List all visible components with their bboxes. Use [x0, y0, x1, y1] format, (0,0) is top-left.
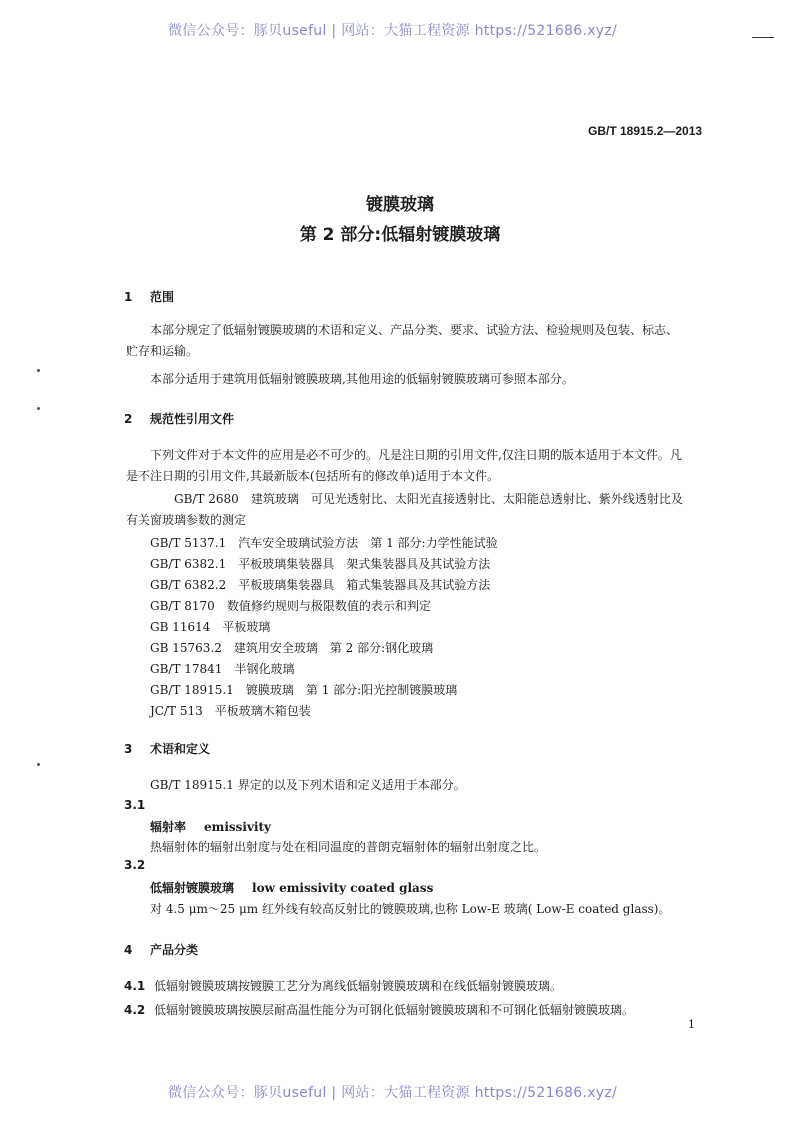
term-number: 3.1	[124, 798, 146, 812]
normative-intro: 下列文件对于本文件的应用是必不可少的。凡是注日期的引用文件,仅注日期的版本适用于本文件。凡是不注日期的引用文件,其最新版本(包括所有的修改单)适用于本文件。	[126, 448, 682, 483]
reference-title: 平板玻璃集装器具 箱式集装器具及其试验方法	[238, 578, 491, 592]
clause-text: 低辐射镀膜玻璃按镀膜工艺分为离线低辐射镀膜玻璃和在线低辐射镀膜玻璃。	[154, 979, 563, 993]
watermark-bottom: 微信公众号：豚贝useful | 网站：大猫工程资源 https://521686.xyz/	[168, 1085, 618, 1101]
term-name-zh: 辐射率	[150, 820, 187, 834]
clause-number: 4.1	[124, 979, 146, 993]
reference-title: 平板玻璃	[222, 620, 271, 634]
reference-item	[150, 618, 270, 635]
margin-mark	[37, 763, 40, 766]
reference-title: 半钢化玻璃	[234, 662, 295, 676]
reference-code: GB 15763.2	[150, 641, 222, 655]
clause-4-1	[124, 977, 562, 994]
reference-item	[150, 597, 431, 614]
document-number: GB/T 18915.2—2013	[588, 124, 703, 138]
reference-item	[150, 576, 490, 593]
reference-code: GB/T 6382.2	[150, 578, 227, 592]
clause-4-2	[124, 1001, 634, 1018]
reference-title: 汽车安全玻璃试验方法 第 1 部分:力学性能试验	[238, 536, 498, 550]
clause-number: 4.2	[124, 1003, 146, 1017]
section-heading-4	[124, 941, 198, 958]
scope-paragraph-2: 本部分适用于建筑用低辐射镀膜玻璃,其他用途的低辐射镀膜玻璃可参照本部分。	[150, 372, 574, 386]
section-heading-3	[124, 740, 210, 757]
page-number: 1	[688, 1018, 695, 1031]
section-number: 2	[124, 412, 133, 426]
term-number: 3.2	[124, 858, 146, 872]
reference-title: 数值修约规则与极限数值的表示和判定	[226, 599, 431, 613]
reference-code: GB/T 5137.1	[150, 536, 227, 550]
section-number: 1	[124, 290, 133, 304]
section-title: 范围	[150, 290, 175, 304]
reference-code: GB/T 18915.1	[150, 683, 234, 697]
reference-title: 建筑玻璃 可见光透射比、太阳光直接透射比、太阳能总透射比、紫外线透射比及有关窗玻璃参数的测定	[126, 492, 683, 527]
clause-text: 低辐射镀膜玻璃按膜层耐高温性能分为可钢化低辐射镀膜玻璃和不可钢化低辐射镀膜玻璃。	[154, 1003, 635, 1017]
section-number: 4	[124, 943, 133, 957]
reference-title: 建筑用安全玻璃 第 2 部分:钢化玻璃	[233, 641, 434, 655]
margin-mark	[37, 407, 40, 410]
margin-mark	[37, 369, 40, 372]
watermark-top: 微信公众号：豚贝useful | 网站：大猫工程资源 https://521686.xyz/	[168, 23, 618, 39]
reference-item	[150, 702, 311, 719]
terms-intro: GB/T 18915.1 界定的以及下列术语和定义适用于本部分。	[150, 778, 466, 792]
scope-paragraph-1: 本部分规定了低辐射镀膜玻璃的术语和定义、产品分类、要求、试验方法、检验规则及包装、标志、贮存和运输。	[126, 323, 679, 358]
document-title-line2: 第 2 部分:低辐射镀膜玻璃	[299, 225, 501, 245]
term-definition: 对 4.5 μm～25 μm 红外线有较高反射比的镀膜玻璃,也称 Low-E 玻璃( Low-E coated glass)。	[150, 902, 671, 916]
section-title: 术语和定义	[150, 742, 211, 756]
reference-code: GB/T 2680	[174, 492, 239, 506]
reference-code: GB/T 8170	[150, 599, 215, 613]
reference-item	[126, 489, 686, 531]
reference-code: JC/T 513	[150, 704, 203, 718]
reference-item	[150, 681, 457, 698]
reference-item	[150, 639, 433, 656]
section-title: 产品分类	[150, 943, 199, 957]
term-name	[150, 879, 433, 896]
reference-item	[150, 555, 490, 572]
document-title-line1: 镀膜玻璃	[366, 195, 434, 215]
reference-code: GB/T 6382.1	[150, 557, 227, 571]
reference-title: 平板玻璃集装器具 架式集装器具及其试验方法	[238, 557, 491, 571]
reference-code: GB/T 17841	[150, 662, 223, 676]
corner-mark	[752, 37, 774, 38]
section-heading-2	[124, 410, 234, 427]
term-definition: 热辐射体的辐射出射度与处在相同温度的普朗克辐射体的辐射出射度之比。	[150, 840, 547, 854]
term-name-en: low emissivity coated glass	[252, 881, 434, 895]
reference-title: 平板玻璃木箱包装	[214, 704, 311, 718]
section-title: 规范性引用文件	[150, 412, 235, 426]
section-heading-1	[124, 288, 174, 305]
reference-title: 镀膜玻璃 第 1 部分:阳光控制镀膜玻璃	[245, 683, 458, 697]
reference-item	[150, 660, 294, 677]
section-number: 3	[124, 742, 133, 756]
reference-code: GB 11614	[150, 620, 211, 634]
term-name-en: emissivity	[204, 820, 272, 834]
term-name	[150, 818, 271, 835]
term-name-zh: 低辐射镀膜玻璃	[150, 881, 235, 895]
reference-item	[150, 534, 498, 551]
